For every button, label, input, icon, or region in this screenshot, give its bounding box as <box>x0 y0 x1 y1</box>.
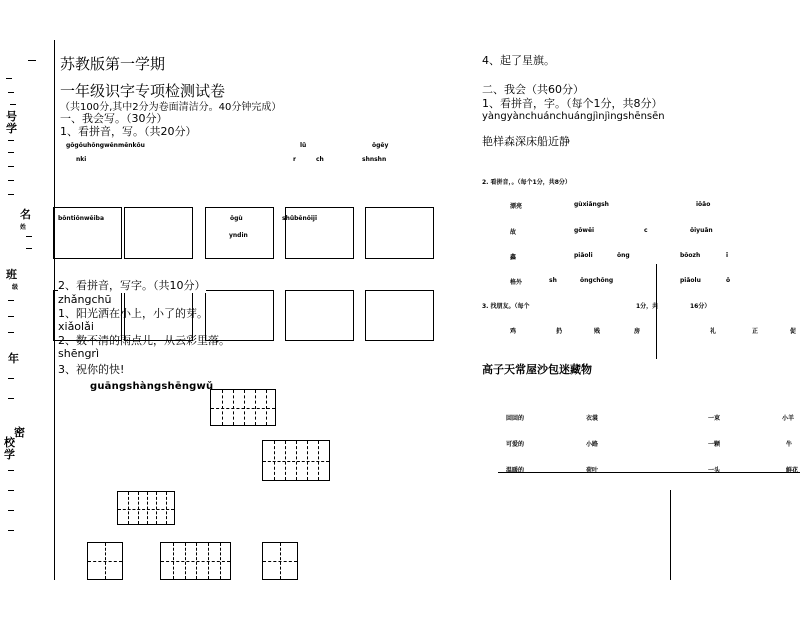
side-label-hao: 号 <box>6 110 17 123</box>
margin-dash <box>10 104 16 105</box>
margin-dash <box>8 530 14 531</box>
character-grid[interactable] <box>262 440 330 481</box>
side-label-mi: 密 <box>14 426 25 439</box>
r-pinyin: ǒ <box>726 277 731 284</box>
side-label-xing: 姓 <box>20 224 27 231</box>
r-question-3-heading: 16分） <box>690 303 711 310</box>
r-char: 促 <box>790 328 797 335</box>
margin-dash <box>8 166 14 167</box>
character-grid[interactable] <box>160 542 231 580</box>
match-right: 荷叶 <box>586 467 599 474</box>
box-pinyin: bǒntiǒnwěiba <box>58 215 105 222</box>
box-pinyin: yndin <box>229 232 248 239</box>
side-label-xiao: 校 <box>4 436 15 449</box>
r-char: 鸡 <box>510 328 517 335</box>
r-pinyin: piǎolu <box>680 277 701 284</box>
pinyin-prompt: r <box>293 156 296 163</box>
r-pinyin: gùxiǎngsh <box>574 201 609 208</box>
margin-dash <box>8 194 14 195</box>
exam-title-line2: 一年级识字专项检测试卷 <box>60 82 226 100</box>
r-word: 鑫 <box>510 254 517 261</box>
r-word: 漂亮 <box>510 203 523 210</box>
pinyin-prompt: ǒgěy <box>372 142 389 149</box>
r-pinyin: bǒozh <box>680 252 701 259</box>
item-4: 4、起了星旗。 <box>482 54 555 67</box>
r-pinyin-line: yàngyànchuánchuángjìnjìngshēnsēn <box>482 111 665 122</box>
pinyin-prompt: ch <box>316 156 324 163</box>
match-left: 一颗 <box>708 441 721 448</box>
pinyin-prompt: shnshn <box>362 156 387 163</box>
match-right: 小路 <box>586 441 599 448</box>
margin-dash <box>8 140 14 141</box>
margin-dash <box>8 152 14 153</box>
match-right: 牛 <box>786 441 793 448</box>
pinyin-prompt: gǒgǒuhǒngwěnměnkǒu <box>66 142 145 149</box>
sentence-2: 2、数不清的雨点儿，从云彩里落。 <box>58 334 230 347</box>
r-pinyin: ǒiyuǎn <box>690 227 713 234</box>
side-label-ji: 级 <box>12 284 19 291</box>
r-pinyin: c <box>644 227 648 234</box>
box-pinyin: shǔběnǒijī <box>282 215 318 222</box>
match-left: 可爱的 <box>506 441 525 448</box>
margin-dash <box>8 510 14 511</box>
r-char-line: 高子天常屋沙包迷藏物 <box>482 363 592 376</box>
r-pinyin: ǒng <box>617 252 630 259</box>
r-char: 正 <box>752 328 759 335</box>
section-1-heading: 一、我会写。（30分） <box>60 112 168 125</box>
margin-dash <box>8 300 14 301</box>
r-word: 故 <box>510 229 517 236</box>
margin-dash <box>8 316 14 317</box>
r-char: 贱 <box>594 328 601 335</box>
divider-line <box>670 490 671 580</box>
match-right: 小羊 <box>782 415 795 422</box>
rule-line <box>498 472 800 473</box>
exam-note: （共100分,其中2分为卷面清洁分。40分钟完成） <box>60 102 282 113</box>
r-char: 扔 <box>556 328 563 335</box>
sentence-pinyin: shēngrì <box>58 347 100 360</box>
r-pinyin: iǒǎo <box>696 201 711 208</box>
question-1-heading: 1、看拼音，写。（共20分） <box>60 125 197 138</box>
sentence-3: 3、祝你的快! <box>58 363 125 376</box>
writing-box[interactable] <box>365 207 434 259</box>
r-pinyin: sh <box>549 277 557 284</box>
question-2-heading: 2、看拼音，写字。（共10分） <box>58 279 206 292</box>
divider-line <box>656 264 657 359</box>
r-question-2-heading: 2. 看拼音，。（每个1分，共8分） <box>482 179 571 186</box>
r-pinyin: piǎoli <box>574 252 593 259</box>
match-left: 一头 <box>708 467 721 474</box>
side-label-xue: 学 <box>6 122 17 135</box>
sentence-1: 1、阳光洒在小上，小了的芽。 <box>58 307 208 320</box>
section-2-heading: 二、我会（共60分） <box>482 83 584 96</box>
margin-dash <box>26 248 32 249</box>
match-left: 一束 <box>708 415 721 422</box>
side-label-nian: 年 <box>8 352 19 365</box>
r-question-3-heading: 3. 找朋友。（每个 <box>482 303 530 310</box>
r-char-options: 艳样森深床船近静 <box>482 135 570 148</box>
margin-dash <box>8 398 14 399</box>
character-grid[interactable] <box>262 542 298 580</box>
exam-title-line1: 苏教版第一学期 <box>60 55 166 73</box>
r-pinyin: ī <box>726 252 729 259</box>
margin-dash <box>8 378 14 379</box>
r-char: 礼 <box>710 328 717 335</box>
r-char: 房 <box>634 328 641 335</box>
match-right: 衣裳 <box>586 415 599 422</box>
pinyin-prompt: lǔ <box>300 142 307 149</box>
margin-dash <box>6 78 12 79</box>
match-left: 温暖的 <box>506 467 525 474</box>
margin-dash <box>8 92 14 93</box>
margin-dash <box>8 180 14 181</box>
writing-box[interactable] <box>365 290 434 341</box>
sentence-pinyin: xiǎolǎi <box>58 320 94 333</box>
box-pinyin: ǒgù <box>230 215 243 222</box>
r-pinyin: gǒwěi <box>574 227 595 234</box>
margin-dash <box>28 60 36 61</box>
r-pinyin: ǒngchǒng <box>580 277 614 284</box>
character-grid[interactable] <box>210 389 276 426</box>
sentence-pinyin: guāngshàngshēngwǔ <box>90 381 214 392</box>
margin-dash <box>26 236 32 237</box>
match-right: 鲜花 <box>786 467 799 474</box>
margin-dash <box>8 332 14 333</box>
side-label-ming: 名 <box>20 208 31 221</box>
r-word: 格外 <box>510 279 523 286</box>
side-label-ban: 班 <box>6 268 17 281</box>
character-grid[interactable] <box>117 491 175 525</box>
r-question-3-heading: 1分，共 <box>636 303 659 310</box>
margin-dash <box>8 470 14 471</box>
character-grid[interactable] <box>87 542 123 580</box>
margin-dash <box>8 490 14 491</box>
match-left: 回回的 <box>506 415 525 422</box>
writing-box[interactable] <box>285 290 354 341</box>
writing-box[interactable] <box>124 207 193 259</box>
sentence-pinyin: zhǎngchū <box>58 293 112 306</box>
side-label-xue2: 学 <box>4 448 15 461</box>
r-question-1-heading: 1、看拼音，字。（每个1分，共8分） <box>482 97 663 110</box>
pinyin-prompt: nki <box>76 156 87 163</box>
